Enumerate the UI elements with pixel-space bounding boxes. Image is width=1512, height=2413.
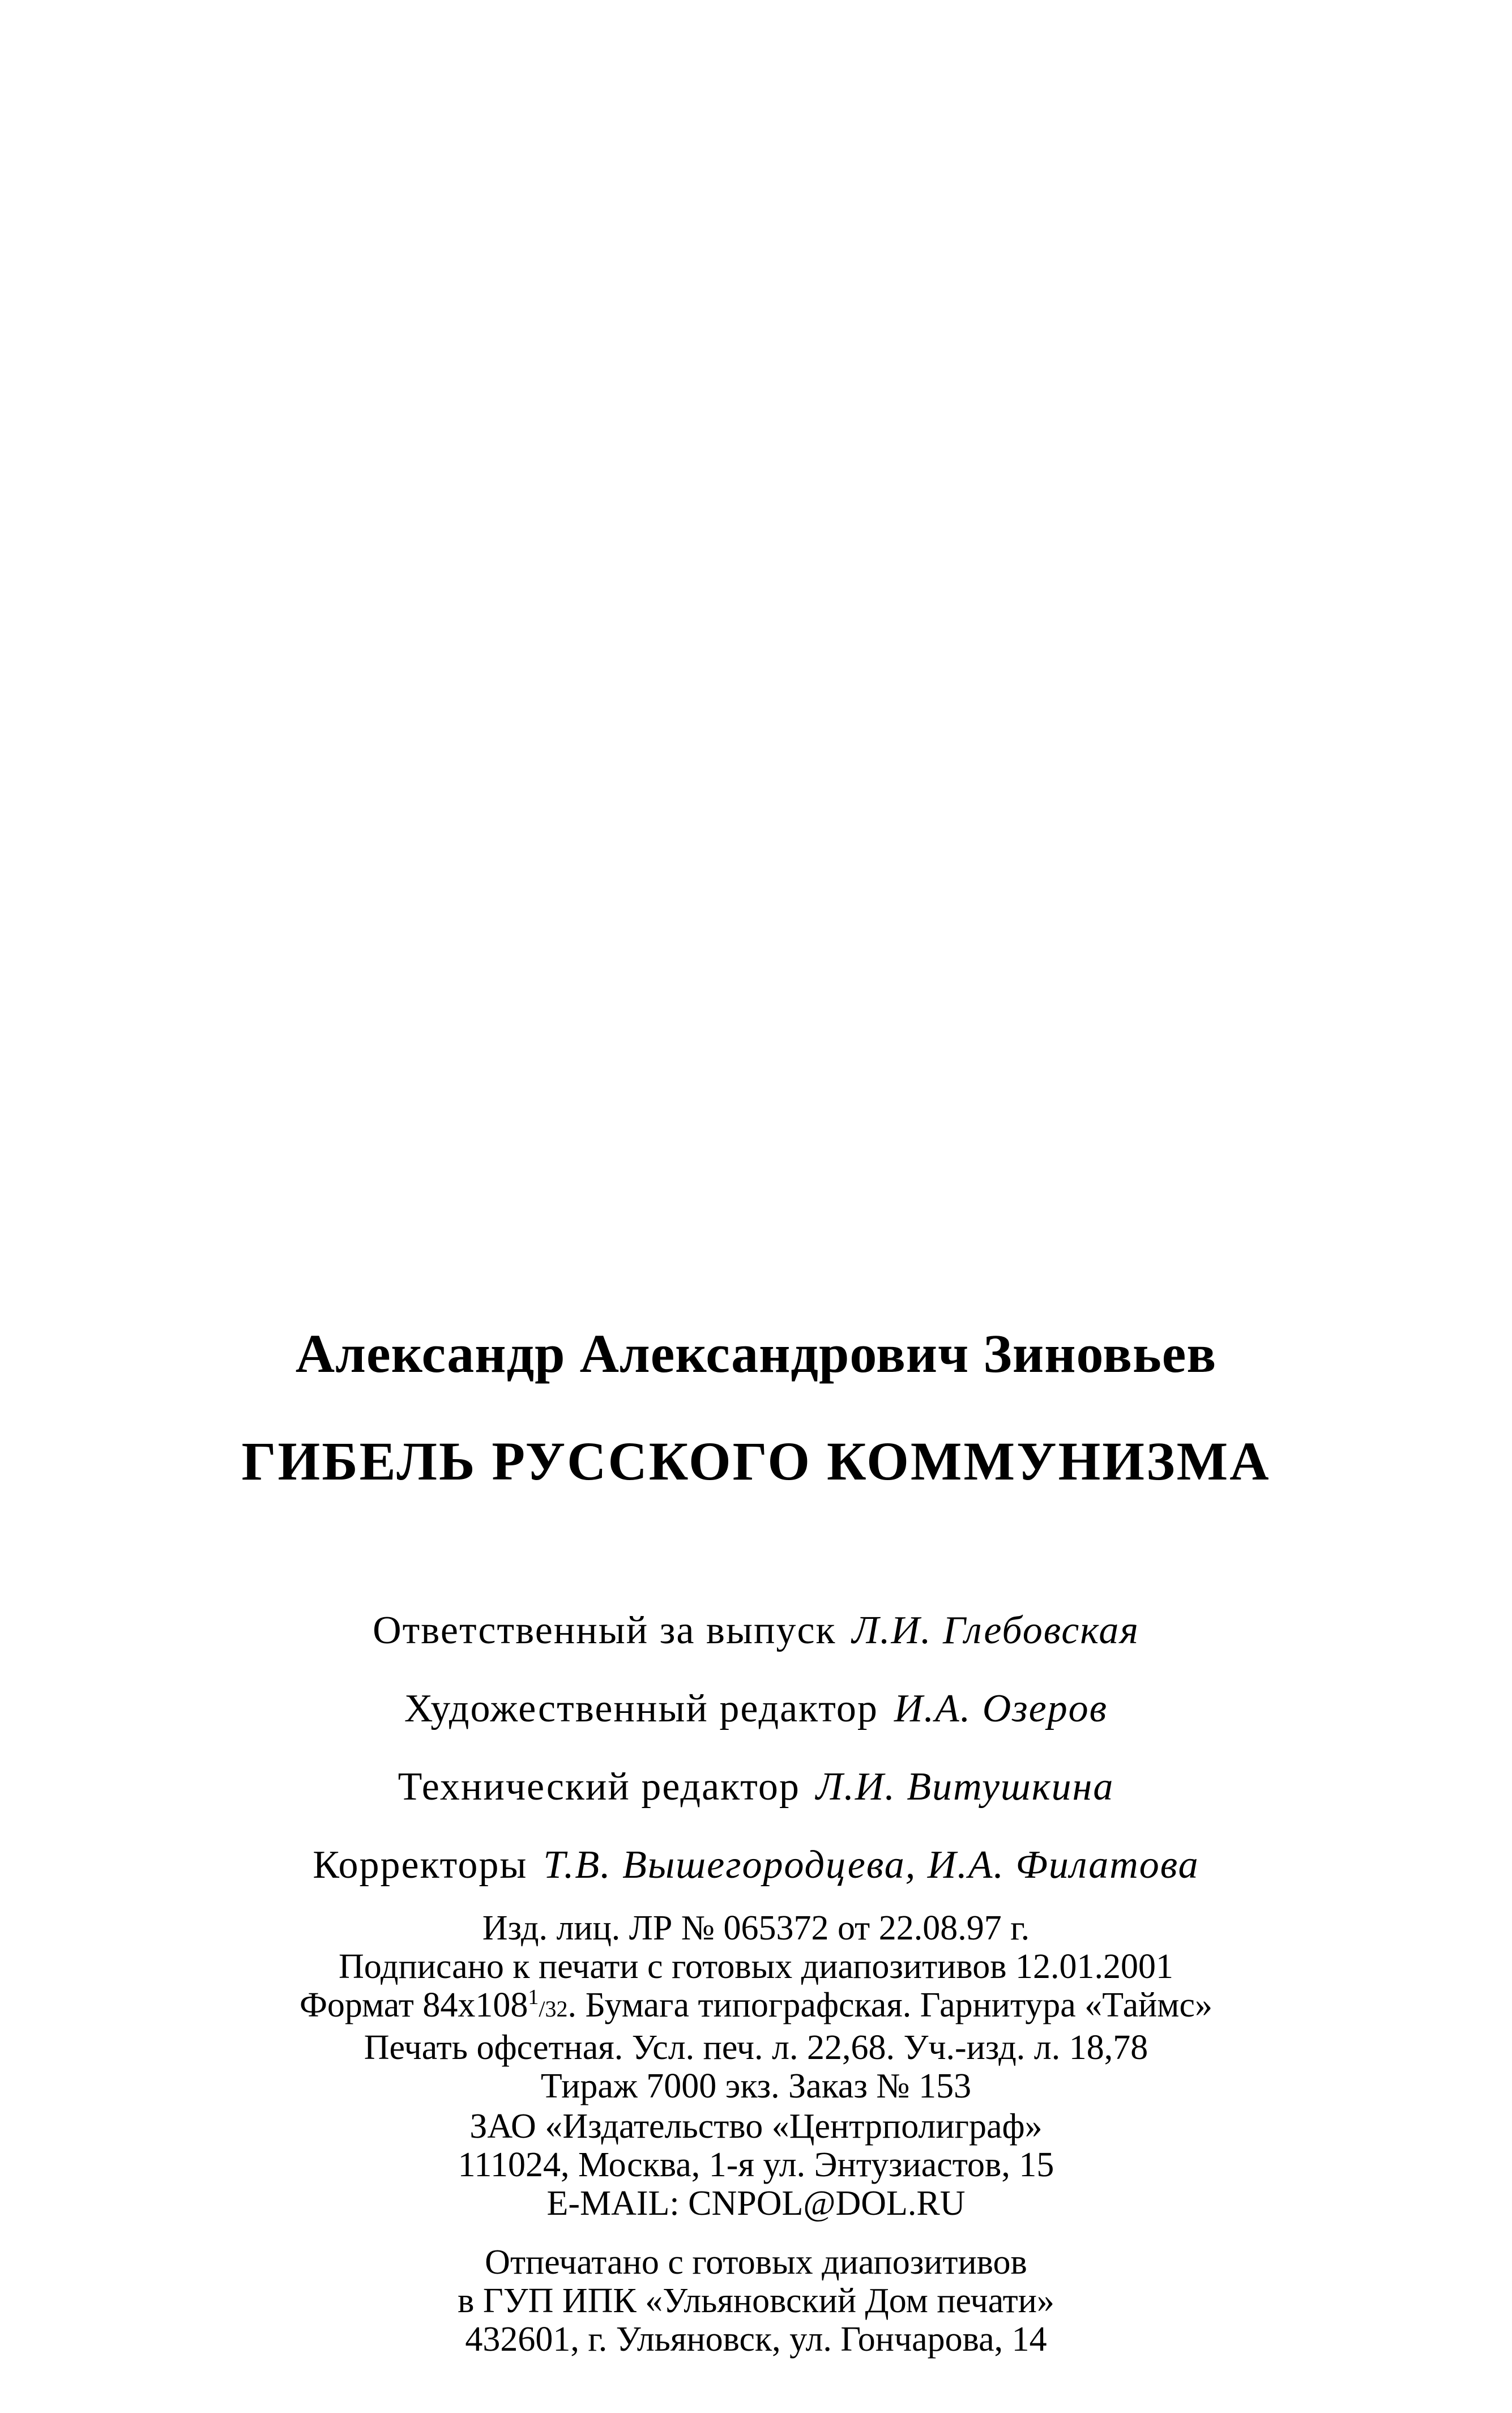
run-line: Тираж 7000 экз. Заказ № 153 — [540, 2067, 972, 2105]
publisher-details — [0, 2107, 1512, 2223]
publisher-address: 111024, Москва, 1-я ул. Энтузиастов, 15 — [458, 2146, 1054, 2184]
credit-name: Л.И. Витушкина — [815, 1765, 1114, 1809]
book-title: ГИБЕЛЬ РУССКОГО КОММУНИЗМА — [241, 1431, 1271, 1491]
publisher-email: E-MAIL: CNPOL@DOL.RU — [546, 2184, 966, 2223]
credit-name: Т.В. Вышегородцева, И.А. Филатова — [543, 1843, 1199, 1887]
signed-line: Подписано к печати с готовых диапозитивов 12.01.2001 — [339, 1947, 1173, 1986]
format-prefix: Формат 84x108 — [299, 1986, 528, 2024]
publisher-name: ЗАО «Издательство «Центрполиграф» — [469, 2107, 1043, 2146]
credit-line-art-editor — [0, 1670, 1512, 1748]
license-line: Изд. лиц. ЛР № 065372 от 22.08.97 г. — [482, 1909, 1030, 1947]
credit-line-proofreaders — [0, 1826, 1512, 1904]
author-name: Александр Александрович Зиновьев — [295, 1323, 1217, 1384]
credits-list — [0, 1592, 1512, 1904]
printer-line-1: Отпечатано с готовых диапозитивов — [485, 2243, 1027, 2282]
credit-role: Ответственный за выпуск — [373, 1609, 836, 1652]
print-line: Печать офсетная. Усл. печ. л. 22,68. Уч.-изд. л. 18,78 — [364, 2028, 1148, 2067]
printer-details — [0, 2243, 1512, 2359]
credit-line-responsible — [0, 1592, 1512, 1670]
format-denominator: /32 — [539, 1996, 568, 2022]
format-superscript: 1 — [528, 1985, 539, 2009]
credit-role: Корректоры — [313, 1843, 528, 1887]
credit-role: Художественный редактор — [404, 1687, 878, 1730]
credit-name: Л.И. Глебовская — [852, 1609, 1139, 1652]
format-rest: . Бумага типографская. Гарнитура «Таймс» — [567, 1986, 1213, 2024]
credit-role: Технический редактор — [398, 1765, 800, 1809]
format-line — [0, 1986, 1512, 2028]
imprint-details — [0, 1909, 1512, 2105]
credit-name: И.А. Озеров — [894, 1687, 1108, 1730]
credit-line-tech-editor — [0, 1748, 1512, 1826]
printer-line-3: 432601, г. Ульяновск, ул. Гончарова, 14 — [465, 2320, 1047, 2359]
printer-line-2: в ГУП ИПК «Ульяновский Дом печати» — [458, 2282, 1054, 2320]
